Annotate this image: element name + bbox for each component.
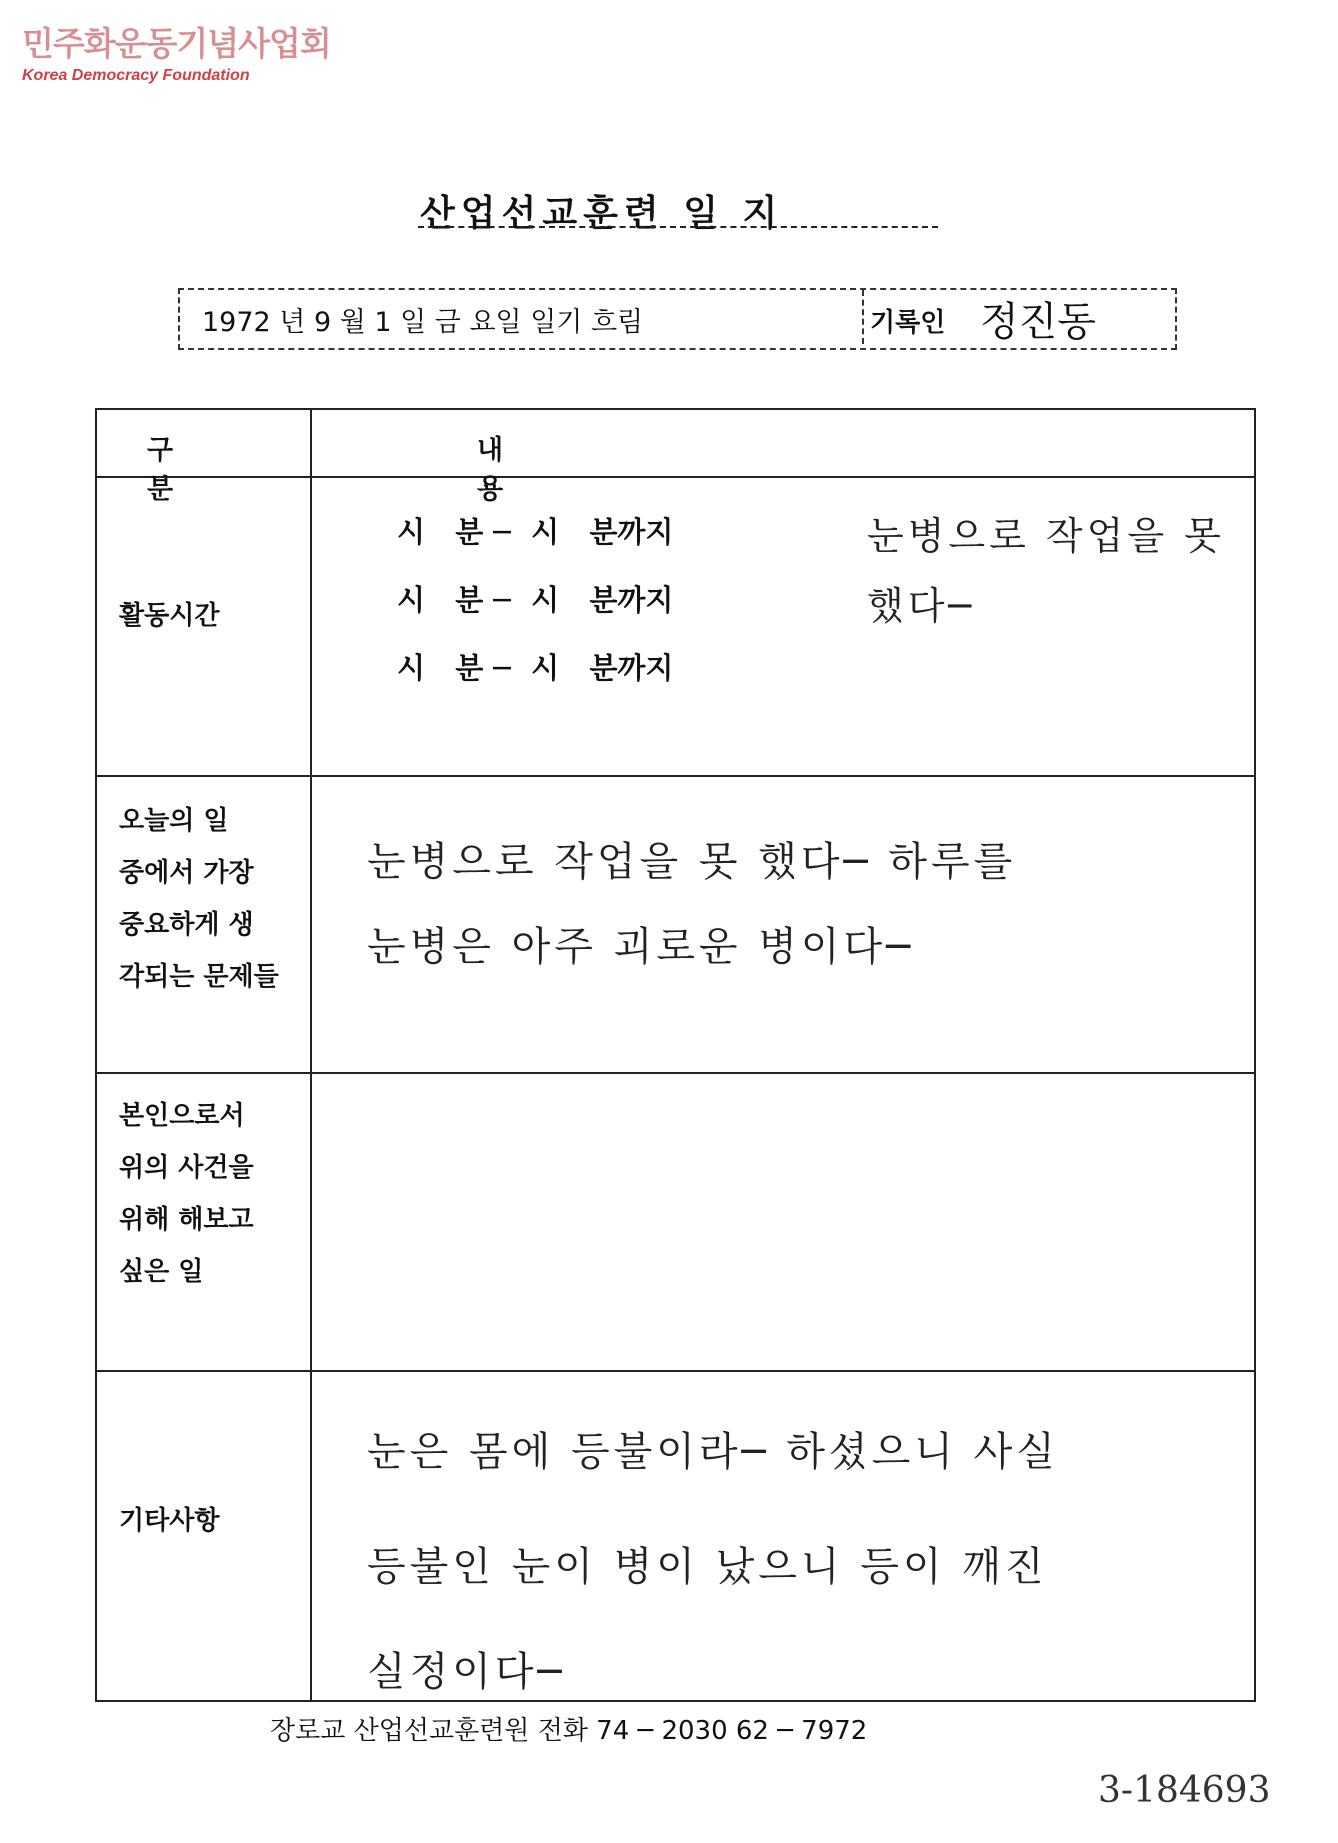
header-content: 내 용 [477, 435, 804, 505]
header-category: 구 분 [147, 435, 208, 505]
form-title: 산업선교훈련 일 지 [420, 193, 784, 234]
recorder-name: 정진동 [980, 299, 1096, 345]
row-label-activity-time: 활동시간 [119, 601, 220, 631]
row-divider [97, 775, 1254, 777]
archive-stamp: 3-184693 [1098, 1770, 1271, 1811]
column-divider [310, 410, 312, 1700]
title-underline [418, 226, 938, 228]
handwritten-note: 눈병은 아주 괴로운 병이다─ [367, 924, 915, 970]
row-divider [97, 1072, 1254, 1074]
row-label-personal-actions: 본인으로서 위의 사건을 위해 해보고 싶은 일 [119, 1101, 254, 1287]
watermark-logo [22, 18, 331, 85]
footer-contact: 장로교 산업선교훈련원 전화 74 ─ 2030 62 ─ 7972 [270, 1716, 868, 1746]
handwritten-note: 눈병으로 작업을 못 했다─ 하루를 [367, 839, 1017, 885]
row-label-other: 기타사항 [119, 1506, 220, 1536]
watermark-korean: 민주화운동기념사업회 [22, 24, 331, 63]
handwritten-note: 등불인 눈이 병이 났으니 등이 깨진 [367, 1544, 1048, 1590]
log-table [95, 408, 1256, 1702]
row-divider [97, 1370, 1254, 1372]
time-row: 시 분 ─ 시 분까지 [397, 515, 674, 549]
row-label-important-issues: 오늘의 일 중에서 가장 중요하게 생 각되는 문제들 [119, 806, 279, 992]
handwritten-note: 실정이다─ [367, 1649, 566, 1695]
date-line: 1972 년 9 월 1 일 금 요일 일기 흐림 [202, 307, 644, 338]
date-divider [862, 290, 864, 344]
handwritten-note: 눈은 몸에 등불이라─ 하셨으니 사실 [367, 1429, 1059, 1475]
recorder-label: 기록인 [870, 308, 946, 338]
watermark-english: Korea Democracy Foundation [22, 67, 250, 84]
time-row: 시 분 ─ 시 분까지 [397, 651, 674, 685]
handwritten-note: 눈병으로 작업을 못 [867, 514, 1225, 558]
time-row: 시 분 ─ 시 분까지 [397, 583, 674, 617]
handwritten-note: 했다─ [867, 584, 976, 628]
